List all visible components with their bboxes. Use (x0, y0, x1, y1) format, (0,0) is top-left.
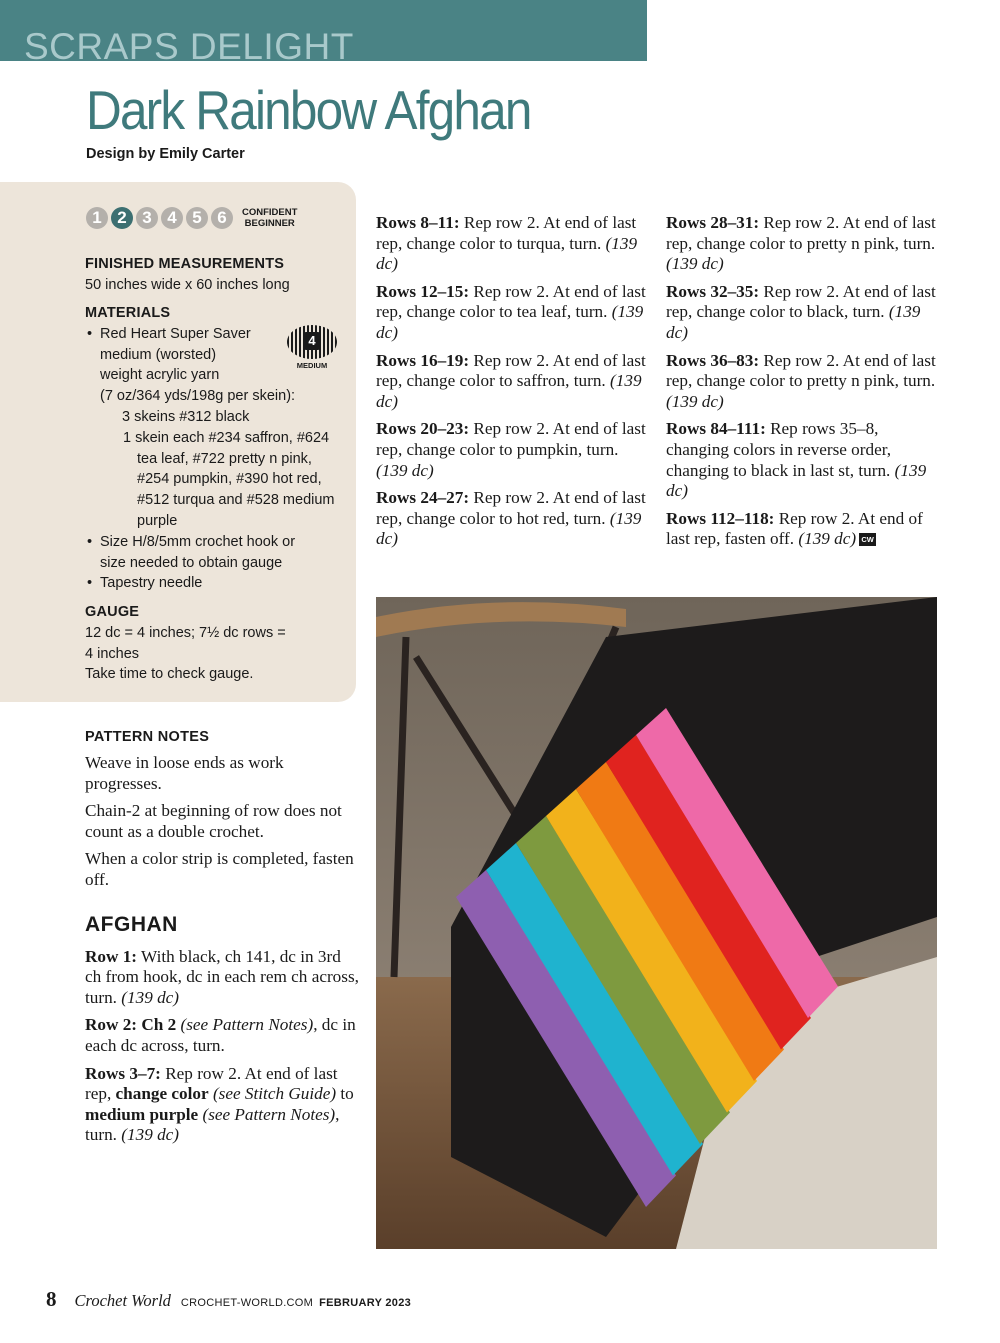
skill-label-line2: BEGINNER (244, 218, 295, 229)
row-count: (139 dc) (666, 302, 921, 342)
pattern-note-3: When a color strip is completed, fasten off. (85, 849, 354, 889)
row-2 (85, 1015, 360, 1056)
row-text: Rep row 2. At end of last rep, change color to pumpkin, turn. (376, 419, 646, 459)
row-label: Rows 112–118: (666, 508, 775, 528)
row-count: (139 dc) (666, 391, 724, 411)
gauge-heading: GAUGE (85, 604, 140, 620)
rows-3-7-text1: Rep row 2. At end of last rep, (85, 1063, 338, 1104)
rows-32-35 (666, 282, 938, 344)
yarn-qty-black: 3 skeins #312 black (122, 408, 250, 425)
skill-level-1: 1 (86, 207, 108, 229)
afghan-photo (376, 597, 937, 1249)
rows-3-7-text3: , turn. (85, 1104, 340, 1145)
material-hook (85, 532, 335, 574)
row-text: Rep row 2. At end of last rep, change color to turqua, turn. (376, 213, 637, 253)
row-count: (139 dc) (376, 508, 642, 549)
section-banner (0, 0, 647, 61)
yarn-line3: weight acrylic yarn (100, 367, 220, 384)
row-1-label: Row 1: (85, 946, 138, 966)
designer-name: Emily Carter (159, 146, 245, 162)
skill-level-2: 2 (111, 207, 133, 229)
hook-line1: • Size H/8/5mm crochet hook or (100, 533, 296, 550)
rows-3-7-text2: to (336, 1084, 354, 1104)
rows-28-31 (666, 213, 938, 275)
row-text: Rep row 2. At end of last rep, change color to pretty n pink, turn. (666, 213, 936, 253)
rows-3-7-count: (139 dc) (116, 1125, 180, 1145)
rows-3-7-ref2: (see Pattern Notes) (198, 1104, 336, 1124)
gauge-line3: Take time to check gauge. (85, 666, 254, 683)
row-1 (85, 947, 360, 1009)
yarn-weight-icon (287, 325, 337, 371)
rows-3-7-label: Rows 3–7: (85, 1063, 161, 1083)
instructions-column-2 (376, 213, 648, 557)
rows-112-118 (666, 509, 938, 550)
row-1-text: With black, ch 141, dc in 3rd ch from hook, dc in each rem ch across, turn. (85, 946, 359, 1007)
hook-line2: size needed to obtain gauge (100, 554, 283, 571)
rows-3-7-bold2: medium purple (85, 1104, 199, 1124)
rows-24-27 (376, 488, 648, 550)
skill-level-3: 3 (136, 207, 158, 229)
rows-3-7-bold1: change color (115, 1084, 209, 1104)
rows-8-11 (376, 213, 648, 275)
page-footer (46, 1287, 411, 1312)
row-text: Rep row 2. At end of last rep, change color to hot red, turn. (376, 488, 646, 528)
issue-date: FEBRUARY 2023 (319, 1297, 412, 1309)
rows-20-23 (376, 419, 648, 481)
row-1-count: (139 dc) (116, 987, 180, 1007)
yarn-qty-each: 1 skein each #234 saffron, #624 tea leaf, #722 pretty n pink, #254 pumpkin, #390 hot red, #512 turqua and #528 medium purple (123, 429, 335, 529)
finished-heading: FINISHED MEASUREMENTS (85, 256, 285, 272)
yarn-line1: • Red Heart Super Saver (100, 325, 251, 342)
rows-36-83 (666, 351, 938, 413)
row-count: (139 dc) (376, 460, 434, 480)
row-label: Rows 36–83: (666, 350, 760, 370)
rows-3-7-ref1: (see Stitch Guide) (208, 1084, 337, 1104)
end-mark-icon: CW (859, 533, 876, 546)
gauge-section (85, 602, 345, 685)
byline (86, 146, 245, 162)
row-2-ref: (see Pattern Notes) (176, 1015, 314, 1035)
skill-level (86, 207, 297, 229)
row-label: Rows 84–111: (666, 419, 766, 439)
row-label: Rows 32–35: (666, 281, 760, 301)
row-2-label: Row 2: Ch 2 (85, 1015, 177, 1035)
row-count: (139 dc) (666, 254, 724, 274)
row-text: Rep row 2. At end of last rep, change color to black, turn. (666, 281, 936, 322)
rows-3-7 (85, 1064, 360, 1146)
byline-prefix: Design by (86, 146, 156, 162)
yarn-line2: medium (worsted) (100, 346, 217, 363)
row-count: (139 dc) (666, 460, 927, 501)
skill-level-4: 4 (161, 207, 183, 229)
materials-heading: MATERIALS (85, 305, 171, 321)
row-label: Rows 24–27: (376, 488, 470, 508)
row-2-text: , dc in each dc across, turn. (85, 1015, 356, 1055)
finished-measurements (85, 254, 355, 296)
row-text: Rep row 2. At end of last rep, change color to tea leaf, turn. (376, 281, 646, 322)
yarn-weight-label: MEDIUM (296, 361, 328, 370)
pattern-notes-column (85, 727, 360, 1153)
row-text: Rep row 2. At end of last rep, fasten off. (666, 508, 923, 549)
row-label: Rows 28–31: (666, 213, 760, 232)
section-label: SCRAPS DELIGHT (24, 26, 354, 61)
magazine-url: CROCHET-WORLD.COM (180, 1297, 314, 1309)
finished-text: 50 inches wide x 60 inches long (85, 276, 290, 293)
yarn-line4: (7 oz/364 yds/198g per skein): (100, 388, 296, 405)
row-count: (139 dc) (376, 371, 642, 411)
skill-level-label (242, 207, 297, 229)
rows-84-111 (666, 419, 938, 501)
skill-level-5: 5 (186, 207, 208, 229)
gauge-line2: 4 inches (85, 645, 140, 662)
gauge-line1: 12 dc = 4 inches; 7½ dc rows = (85, 624, 286, 641)
row-text: Rep rows 35–8, changing colors in reverse order, changing to black in last st, turn. (666, 419, 892, 480)
row-label: Rows 8–11: (376, 213, 460, 232)
pattern-notes-heading: PATTERN NOTES (85, 729, 210, 745)
pattern-note-2: Chain-2 at beginning of row does not count as a double crochet. (85, 801, 342, 841)
magazine-name: Crochet World (74, 1291, 171, 1310)
afghan-heading: AFGHAN (85, 912, 178, 936)
afghan-illustration (376, 597, 937, 1249)
row-text: Rep row 2. At end of last rep, change color to saffron, turn. (376, 350, 646, 391)
skill-label-line1: CONFIDENT (242, 207, 298, 218)
row-label: Rows 20–23: (376, 419, 470, 439)
material-needle: • Tapestry needle (85, 573, 335, 594)
row-label: Rows 16–19: (376, 350, 470, 370)
yarn-weight-number: 4 (303, 332, 321, 350)
rows-12-15 (376, 282, 648, 344)
row-label: Rows 12–15: (376, 281, 470, 301)
row-count: (139 dc) (376, 233, 638, 274)
instructions-column-3 (666, 213, 938, 557)
row-text: Rep row 2. At end of last rep, change color to pretty n pink, turn. (666, 350, 936, 391)
page-number: 8 (46, 1287, 57, 1311)
pattern-note-1: Weave in loose ends as work progresses. (85, 753, 284, 793)
row-count: (139 dc) (376, 302, 644, 342)
row-count: (139 dc) (794, 529, 857, 549)
page-title: Dark Rainbow Afghan (86, 79, 531, 141)
skill-level-6: 6 (211, 207, 233, 229)
rows-16-19 (376, 351, 648, 413)
